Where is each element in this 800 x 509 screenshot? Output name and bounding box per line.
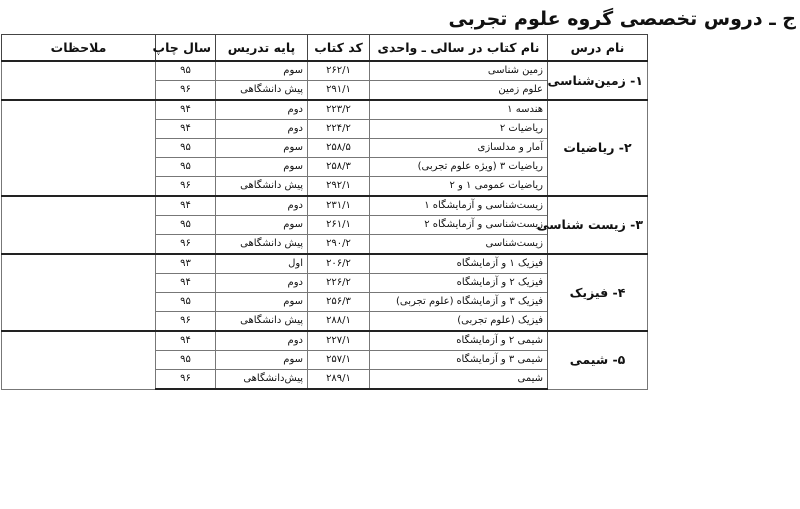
notes-cell [2, 196, 156, 254]
grade-cell: پیش‌دانشگاهی [216, 370, 308, 390]
book-cell: شیمی ۳ و آزمایشگاه [370, 351, 548, 370]
book-cell: زیست‌شناسی و آزمایشگاه ۲ [370, 216, 548, 235]
book-cell: زمین شناسی [370, 61, 548, 81]
year-cell: ۹۶ [156, 177, 216, 197]
code-cell: ۲۵۷/۱ [308, 351, 370, 370]
year-cell: ۹۴ [156, 120, 216, 139]
year-cell: ۹۵ [156, 61, 216, 81]
code-cell: ۲۹۱/۱ [308, 81, 370, 101]
year-cell: ۹۵ [156, 351, 216, 370]
year-cell: ۹۴ [156, 196, 216, 216]
grade-cell: دوم [216, 120, 308, 139]
table-row [2, 254, 648, 274]
year-cell: ۹۶ [156, 235, 216, 255]
code-cell: ۲۶۱/۱ [308, 216, 370, 235]
header-code: کد کتاب [308, 35, 370, 62]
year-cell: ۹۶ [156, 370, 216, 390]
book-cell: شیمی [370, 370, 548, 390]
code-cell: ۲۵۸/۳ [308, 158, 370, 177]
book-cell: فیزیک ۳ و آزمایشگاه (علوم تجربی) [370, 293, 548, 312]
subject-cell: ۵- شیمی [548, 331, 648, 389]
year-cell: ۹۴ [156, 274, 216, 293]
year-cell: ۹۴ [156, 100, 216, 120]
subject-cell: ۱- زمین‌شناسی [548, 61, 648, 100]
code-cell: ۲۲۳/۲ [308, 100, 370, 120]
year-cell: ۹۳ [156, 254, 216, 274]
subject-cell: ۴- فیزیک [548, 254, 648, 331]
book-cell: ریاضیات ۲ [370, 120, 548, 139]
grade-cell: دوم [216, 331, 308, 351]
code-cell: ۲۵۶/۳ [308, 293, 370, 312]
book-cell: هندسه ۱ [370, 100, 548, 120]
table-row [2, 61, 648, 81]
subject-cell: ۲- ریاضیات [548, 100, 648, 196]
grade-cell: سوم [216, 139, 308, 158]
code-cell: ۲۲۷/۱ [308, 331, 370, 351]
grade-cell: پیش دانشگاهی [216, 81, 308, 101]
subject-cell: ۳- زیست شناسی [548, 196, 648, 254]
header-year: سال چاپ [156, 35, 216, 62]
code-cell: ۲۵۸/۵ [308, 139, 370, 158]
code-cell: ۲۸۸/۱ [308, 312, 370, 332]
header-row [2, 35, 648, 62]
code-cell: ۲۰۶/۲ [308, 254, 370, 274]
grade-cell: سوم [216, 158, 308, 177]
book-cell: ریاضیات ۳ (ویژه علوم تجربی) [370, 158, 548, 177]
grade-cell: سوم [216, 351, 308, 370]
book-cell: فیزیک (علوم تجربی) [370, 312, 548, 332]
table-row [2, 196, 648, 216]
page-title: ج ـ دروس تخصصی گروه علوم تجربی [448, 8, 796, 30]
table-row [2, 331, 648, 351]
courses-table [1, 34, 648, 390]
book-cell: فیزیک ۲ و آزمایشگاه [370, 274, 548, 293]
grade-cell: اول [216, 254, 308, 274]
grade-cell: پیش دانشگاهی [216, 235, 308, 255]
header-subject: نام درس [548, 35, 648, 62]
grade-cell: دوم [216, 100, 308, 120]
grade-cell: پیش دانشگاهی [216, 177, 308, 197]
code-cell: ۲۹۰/۲ [308, 235, 370, 255]
year-cell: ۹۵ [156, 293, 216, 312]
code-cell: ۲۶۲/۱ [308, 61, 370, 81]
code-cell: ۲۲۴/۲ [308, 120, 370, 139]
notes-cell [2, 61, 156, 100]
grade-cell: سوم [216, 293, 308, 312]
book-cell: آمار و مدلسازی [370, 139, 548, 158]
book-cell: فیزیک ۱ و آزمایشگاه [370, 254, 548, 274]
table-row [2, 100, 648, 120]
code-cell: ۲۳۱/۱ [308, 196, 370, 216]
year-cell: ۹۴ [156, 331, 216, 351]
notes-cell [2, 100, 156, 196]
grade-cell: سوم [216, 216, 308, 235]
code-cell: ۲۹۲/۱ [308, 177, 370, 197]
book-cell: علوم زمین [370, 81, 548, 101]
year-cell: ۹۵ [156, 158, 216, 177]
header-book: نام کتاب در سالی ـ واحدی [370, 35, 548, 62]
header-notes: ملاحظات [2, 35, 156, 62]
grade-cell: پیش دانشگاهی [216, 312, 308, 332]
notes-cell [2, 331, 156, 389]
year-cell: ۹۵ [156, 139, 216, 158]
grade-cell: دوم [216, 196, 308, 216]
year-cell: ۹۶ [156, 312, 216, 332]
book-cell: شیمی ۲ و آزمایشگاه [370, 331, 548, 351]
year-cell: ۹۵ [156, 216, 216, 235]
book-cell: ریاضیات عمومی ۱ و ۲ [370, 177, 548, 197]
header-grade: پایه تدریس [216, 35, 308, 62]
book-cell: زیست‌شناسی و آزمایشگاه ۱ [370, 196, 548, 216]
year-cell: ۹۶ [156, 81, 216, 101]
code-cell: ۲۸۹/۱ [308, 370, 370, 390]
notes-cell [2, 254, 156, 331]
code-cell: ۲۲۶/۲ [308, 274, 370, 293]
book-cell: زیست‌شناسی [370, 235, 548, 255]
grade-cell: سوم [216, 61, 308, 81]
grade-cell: دوم [216, 274, 308, 293]
